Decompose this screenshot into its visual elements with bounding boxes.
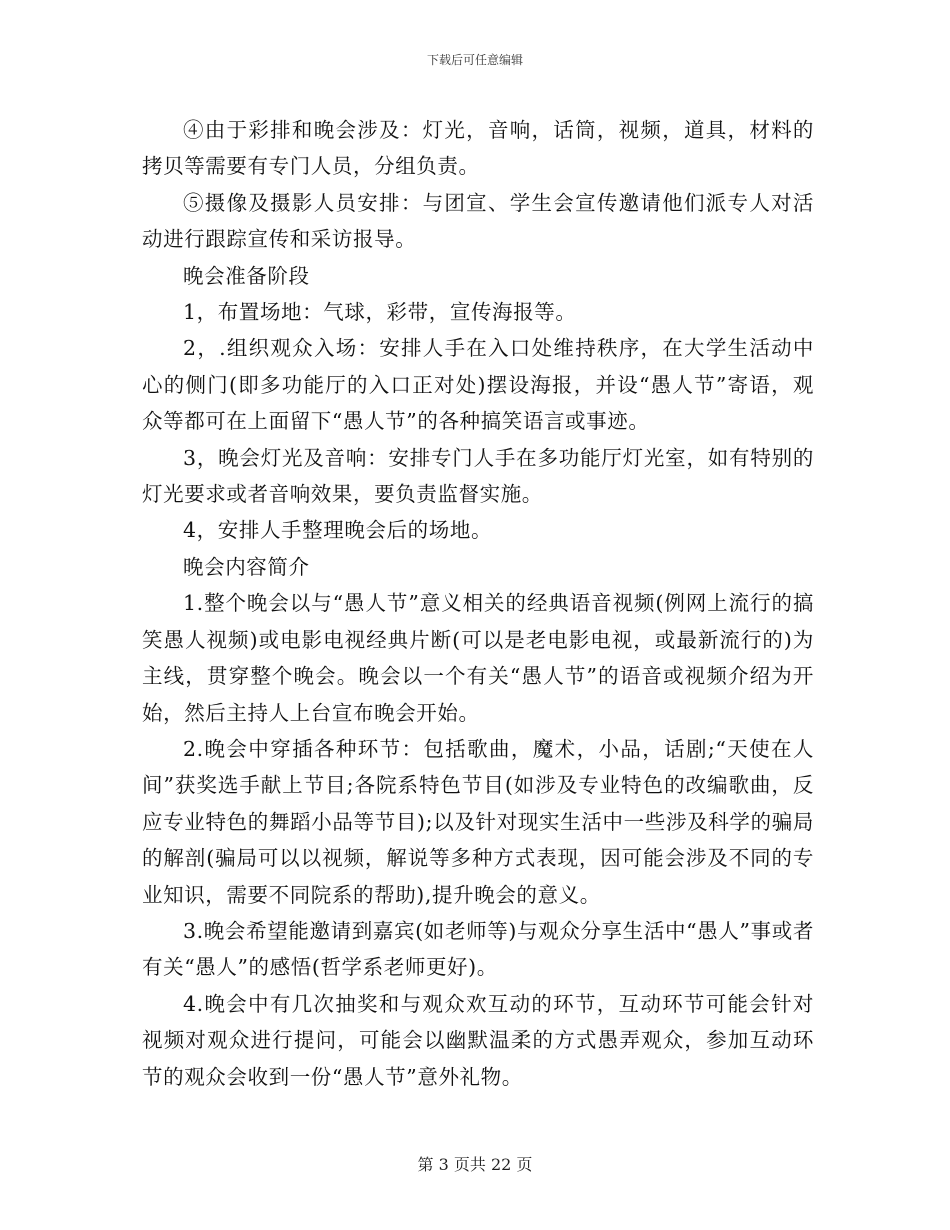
paragraph-item-5: ⑤摄像及摄影人员安排：与团宣、学生会宣传邀请他们派专人对活动进行跟踪宣传和采访报导。 (142, 190, 814, 252)
section-heading-content: 晚会内容简介 (183, 554, 310, 579)
paragraph-content-4: 4.晚会中有几次抽奖和与观众欢互动的环节，互动环节可能会针对视频对观众进行提问，可能会以幽默温柔的方式愚弄观众，参加互动环节的观众会收到一份“愚人节”意外礼物。 (142, 991, 814, 1089)
paragraph-item-4: ④由于彩排和晚会涉及：灯光，音响，话筒，视频，道具，材料的拷贝等需要有专门人员，分组负责。 (142, 118, 814, 179)
paragraph-content-3: 3.晚会希望能邀请到嘉宾(如老师等)与观众分享生活中“愚人”事或者有关“愚人”的感悟(哲学系老师更好)。 (142, 918, 814, 980)
paragraph-content-2: 2.晚会中穿插各种环节：包括歌曲，魔术，小品，话剧;“天使在人间”获奖选手献上节目;各院系特色节目(如涉及专业特色的改编歌曲，反应专业特色的舞蹈小品等节目);以及针对现实生活中一些涉及科学的骗局的解剖(骗局可以以视频，解说等多种方式表现，因可能会涉及不同的专业知识，需要不同院系的帮助),提升晚会的意义。 (142, 736, 814, 907)
page-number-footer: 第 3 页共 22 页 (417, 1155, 533, 1174)
page-header: 下载后可任意编辑 (426, 53, 523, 67)
paragraph-prep-2: 2，.组织观众入场：安排人手在入口处维持秩序，在大学生活动中心的侧门(即多功能厅的入口正对处)摆设海报，并设“愚人节”寄语，观众等都可在上面留下“愚人节”的各种搞笑语言或事迹。 (142, 336, 814, 434)
section-heading-preparation: 晚会准备阶段 (183, 263, 310, 288)
paragraph-prep-4: 4，安排人手整理晚会后的场地。 (183, 518, 493, 543)
paragraph-content-1: 1.整个晚会以与“愚人节”意义相关的经典语音视频(例网上流行的搞笑愚人视频)或电影电视经典片断(可以是老电影电视，或最新流行的)为主线，贯穿整个晚会。晚会以一个有关“愚人节”的语音或视频介绍为开始，然后主持人上台宣布晚会开始。 (142, 591, 814, 725)
paragraph-prep-3: 3，晚会灯光及音响：安排专门人手在多功能厅灯光室，如有特别的灯光要求或者音响效果，要负责监督实施。 (142, 445, 814, 507)
document-body (142, 112, 814, 1095)
paragraph-prep-1: 1，布置场地：气球，彩带，宣传海报等。 (183, 300, 577, 325)
